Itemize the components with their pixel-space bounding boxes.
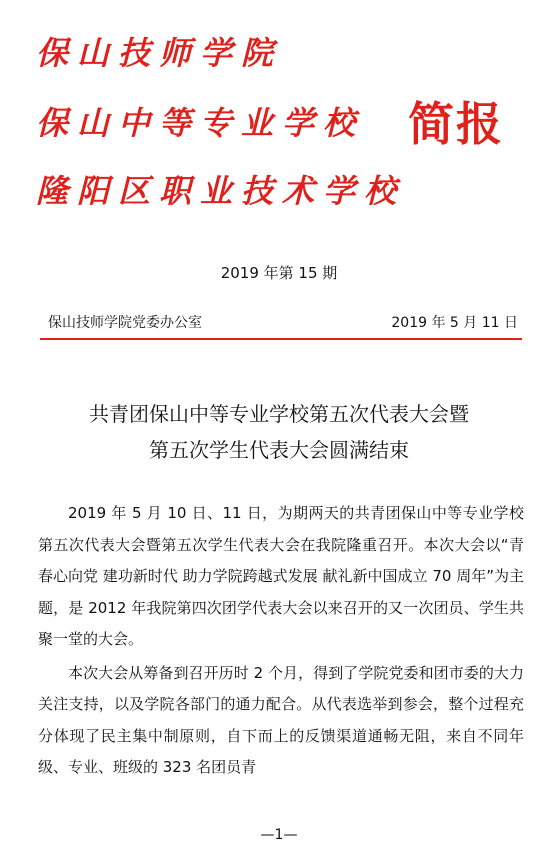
article-title [0, 396, 558, 468]
page-number: —1— [260, 827, 298, 843]
masthead-title: 简报 [408, 97, 504, 151]
article-title-line: 共青团保山中等专业学校第五次代表大会暨 [89, 402, 469, 426]
divider-rule [40, 338, 522, 340]
publication-meta [48, 312, 518, 334]
publisher: 保山技师学院党委办公室 [48, 315, 202, 331]
issue-number: 2019 年第 15 期 [220, 264, 338, 282]
masthead [0, 0, 558, 240]
masthead-org-name: 保山技师学院 [36, 34, 283, 72]
masthead-org-name: 隆阳区职业技术学校 [36, 172, 406, 210]
publish-date: 2019 年 5 月 11 日 [391, 315, 518, 331]
article-title-line: 第五次学生代表大会圆满结束 [149, 438, 409, 462]
masthead-org-name: 保山中等专业学校 [36, 104, 365, 142]
article-body [38, 498, 524, 786]
article-paragraph: 本次大会从筹备到召开历时 2 个月，得到了学院党委和团市委的大力关注支持，以及学院各部门的通力配合。从代表选举到参会，整个过程充分体现了民主集中制原则，自下而上的反馈渠道通畅无阻，来自不同年级、专业、班级的 323 名团员青 [38, 663, 524, 776]
article-paragraph: 2019 年 5 月 10 日、11 日，为期两天的共青团保山中等专业学校第五次代表大会暨第五次学生代表大会在我院隆重召开。本次大会以“青春心向党 建功新时代 助力学院跨越式发展 献礼新中国成立 70 周年”为主题，是 2012 年我院第四次团学代表大会以来召开的又一次团员、学生共聚一堂的大会。 [38, 504, 524, 648]
